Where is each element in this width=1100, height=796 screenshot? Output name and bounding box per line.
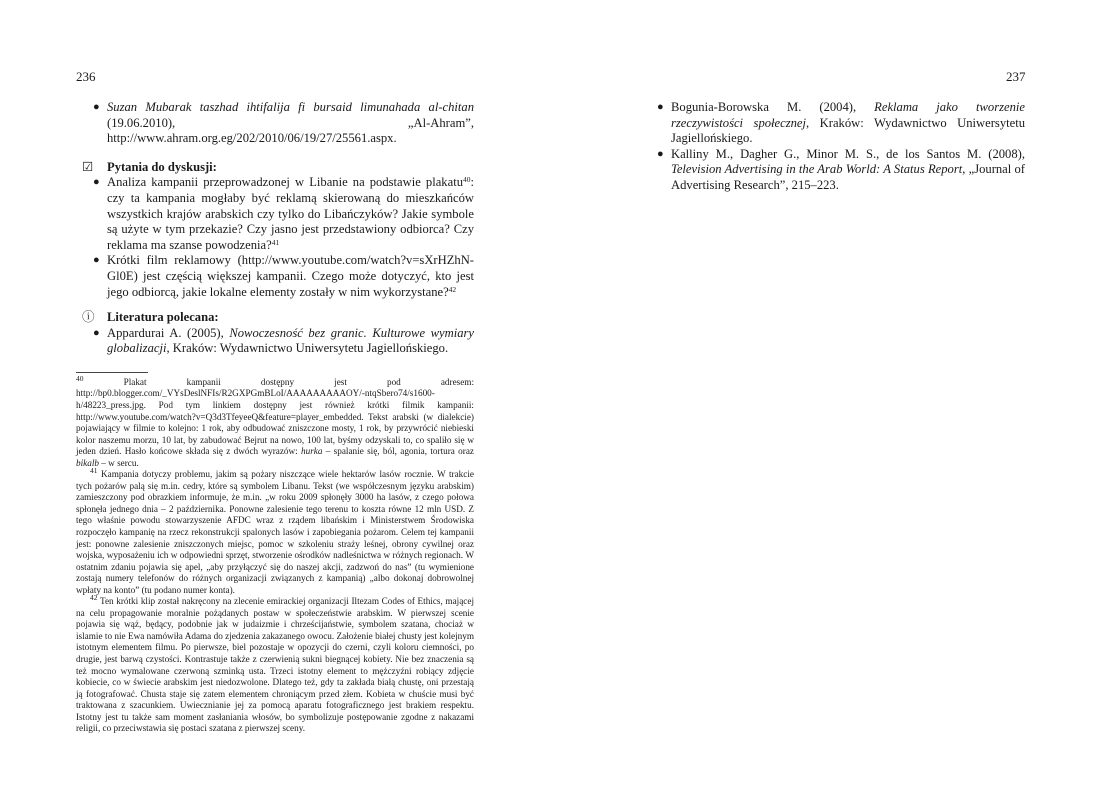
- list-item: [640, 100, 1025, 147]
- footnote-ref-42[interactable]: 42: [448, 284, 457, 294]
- bullet-icon: ●: [657, 101, 664, 113]
- footnote-40: [76, 373, 474, 469]
- footnote-text: – w sercu.: [98, 457, 139, 468]
- footnote-text: Plakat kampanii dostępny jest pod adresem: http://bp0.blogger.com/_VYsDeslNFIs/R2GXPGmBLoI/AAAAAAAAAOY/-ntqSbero74/s1600-h/48223_press.jpg. Pod tym linkiem dostępny jest również krótki filmik kampanii: http://www.youtube.com/watch?v=Q3d3TfeyeeQ&feature=player_embedded. Tekst arabski (w dialekcie) pojawiający w filmie to kolejno: 1 rok, aby odbudować zniszczone mosty, 1 rok, by przywrócić niebieski kolor naszemu morzu, 10 lat, by zabudować Bejrut na nowo, 100 lat, byśmy odzyskali to, co spaliło się w jeden dzień. Hasło końcowe składa się z dwóch wyrazów:: [76, 376, 474, 457]
- checkbox-icon: ☑: [82, 159, 94, 174]
- list-item: [76, 253, 474, 300]
- question-text: Krótki film reklamowy (http://www.youtube.com/watch?v=sXrHZhN-Gl0E) jest częścią większej kampanii. Czego może dotyczyć, kto jest jego odbiorcą, jakie lokalne elementy zostały w nim wykorzystane?: [107, 253, 474, 299]
- footnote-ref-41[interactable]: 41: [271, 237, 280, 247]
- source-list: [76, 100, 474, 147]
- literature-heading: [76, 310, 474, 326]
- bullet-icon: ●: [657, 147, 664, 160]
- list-item: [76, 175, 474, 253]
- list-item: [76, 326, 474, 357]
- reference-author: Appardurai A. (2005),: [107, 325, 230, 340]
- discussion-questions: [76, 175, 474, 300]
- bullet-icon: ●: [93, 176, 100, 189]
- footnote-term: bikalb: [76, 457, 99, 468]
- reference-author: Kalliny M., Dagher G., Minor M. S., de los Santos M. (2008),: [671, 146, 1025, 161]
- left-page-column: [76, 100, 474, 735]
- reference-title: Reklama jako tworzenie rzeczywistości społecznej: [671, 100, 1025, 130]
- bullet-icon: ●: [93, 254, 100, 267]
- footnote-number: 42: [90, 593, 98, 603]
- footnote-text: – spalanie się, ból, agonia, tortura oraz: [322, 446, 474, 457]
- reference-publisher: , Kraków: Wydawnictwo Uniwersytetu Jagiellońskiego.: [166, 341, 449, 356]
- source-details: (19.06.2010), „Al-Ahram”, http://www.ahram.org.eg/202/2010/06/19/27/25561.aspx.: [107, 115, 474, 146]
- footnote-text: Kampania dotyczy problemu, jakim są pożary niszczące wiele hektarów lasów rocznie. W trakcie tych pożarów palą się m.in. cedry, które są symbolem Libanu. Tekst (we współczesnym języku arabskim) zamieszczony pod obrazkiem informuje, że m.in. „w roku 2009 spłonęły 3000 ha lasów, z czego połowa spłonęła jednego dnia – 2 października. Ponowne zalesienie tego terenu to koszta równe 12 mln USD. Z tego właśnie powodu stowarzyszenie AFDC wraz z rządem libańskim i Ministerstwem Środowiska rozpoczęło kampanię na rzecz rekonstrukcji spalonych lasów i zapobiegania pożarom. Celem tej kampanii jest: ponowne zalesienie zniszczonych miejsc, pomoc w szkoleniu straży leśnej, obrony cywilnej oraz wojska, wyposażeniu ich w odpowiedni sprzęt, stworzenie ośrodków nadleśnictwa w różnych regionach. W ostatnim zdaniu pojawia się apel, „aby przyłączyć się do naszej akcji, zadzwoń do nas” (tu wymienione zostają numery telefonów do różnych organizacji związanych z kampanią) „albo dokonaj dobrowolnej wpłaty na konto” (tu podano numer konta).: [76, 469, 474, 595]
- footnote-41: [76, 466, 474, 596]
- footnotes: [76, 373, 474, 735]
- footnote-42: [76, 593, 474, 735]
- bibliography-list: [640, 100, 1025, 194]
- footnote-text: Ten krótki klip został nakręcony na zlecenie emirackiej organizacji Iltezam Codes of Ethics, mającej na celu propagowanie moralnie pożądanych postaw w społeczeństwie arabskim. W pierwszej scenie pojawia się wąż, będący, podobnie jak w judaizmie i chrześcijaństwie, symbolem szatana, chociaż w islamie to nie Ewa namówiła Adama do zjedzenia zakazanego owocu. Założenie białej chusty jest kolejnym istotnym elementem filmu. Po pierwsze, biel pozostaje w opozycji do czerni, czyli koloru ciemności, po drugie, jest barwą czystości. Kontrastuje także z czerwienią sukni biegnącej kobiety. Nie bez znaczenia są też mocno wymalowane czerwoną szminką usta. Trzeci istotny element to mężczyźni robiący zdjęcie kobiecie, co w świecie arabskim jest niedozwolone. Dlatego też, gdy ta zakłada białą chustę, oni przestają ją fotografować. Chusta staje się zatem elementem chroniącym przed złem. Kobieta w chuście musi być traktowana z szacunkiem. Uwiecznianie jej za pomocą aparatu fotograficznego jest brakiem respektu. Istotny jest tu także sam moment zasłaniania włosów, bo symbolizuje postępowanie zgodne z nakazami religii, co przeciwstawia się postaci szatana z pierwszej sceny.: [76, 596, 474, 734]
- reference-author: Bogunia-Borowska M. (2004),: [671, 100, 875, 114]
- footnote-divider: [76, 372, 148, 373]
- footnote-ref-40[interactable]: 40: [463, 175, 471, 185]
- reference-title: Television Advertising in the Arab World: A Status Report: [671, 162, 963, 177]
- question-text-cont: : czy ta kampania mogłaby być reklamą skierowaną do mieszkańców wszystkich krajów arabskich czy tylko do Libańczyków? Jakie symbole są użyte w tym przekazie? Czy jasno jest przedstawiony odbiorca? Czy reklama ma szanse powodzenia?: [107, 175, 474, 252]
- right-page-column: [640, 100, 1025, 194]
- bullet-icon: ●: [93, 101, 100, 113]
- page-number-left: 236: [76, 69, 96, 84]
- page-number-right: 237: [1006, 69, 1026, 84]
- literature-list: [76, 326, 474, 357]
- reference-publisher: , „Journal of Advertising Research”, 215–223.: [671, 162, 1025, 192]
- reference-publisher: , Kraków: Wydawnictwo Uniwersytetu Jagiellońskiego.: [671, 115, 1026, 146]
- source-title: Suzan Mubarak taszhad ihtifalija fi bursaid limunahada al-chitan: [107, 100, 474, 114]
- list-item: [640, 147, 1025, 194]
- bullet-icon: ●: [93, 326, 100, 339]
- discussion-heading-text: Pytania do dyskusji:: [107, 159, 217, 174]
- discussion-heading: [76, 160, 474, 176]
- list-item: [76, 100, 474, 147]
- question-text: Analiza kampanii przeprowadzonej w Libanie na podstawie plakatu: [107, 175, 463, 190]
- reference-title: Nowoczesność bez granic. Kulturowe wymiary globalizacji: [107, 325, 474, 356]
- footnote-number: 40: [76, 373, 84, 383]
- info-icon: ⓘ: [82, 310, 95, 325]
- footnote-number: 41: [90, 466, 98, 476]
- literature-heading-text: Literatura polecana:: [107, 310, 219, 325]
- footnote-term: hurka: [301, 446, 323, 457]
